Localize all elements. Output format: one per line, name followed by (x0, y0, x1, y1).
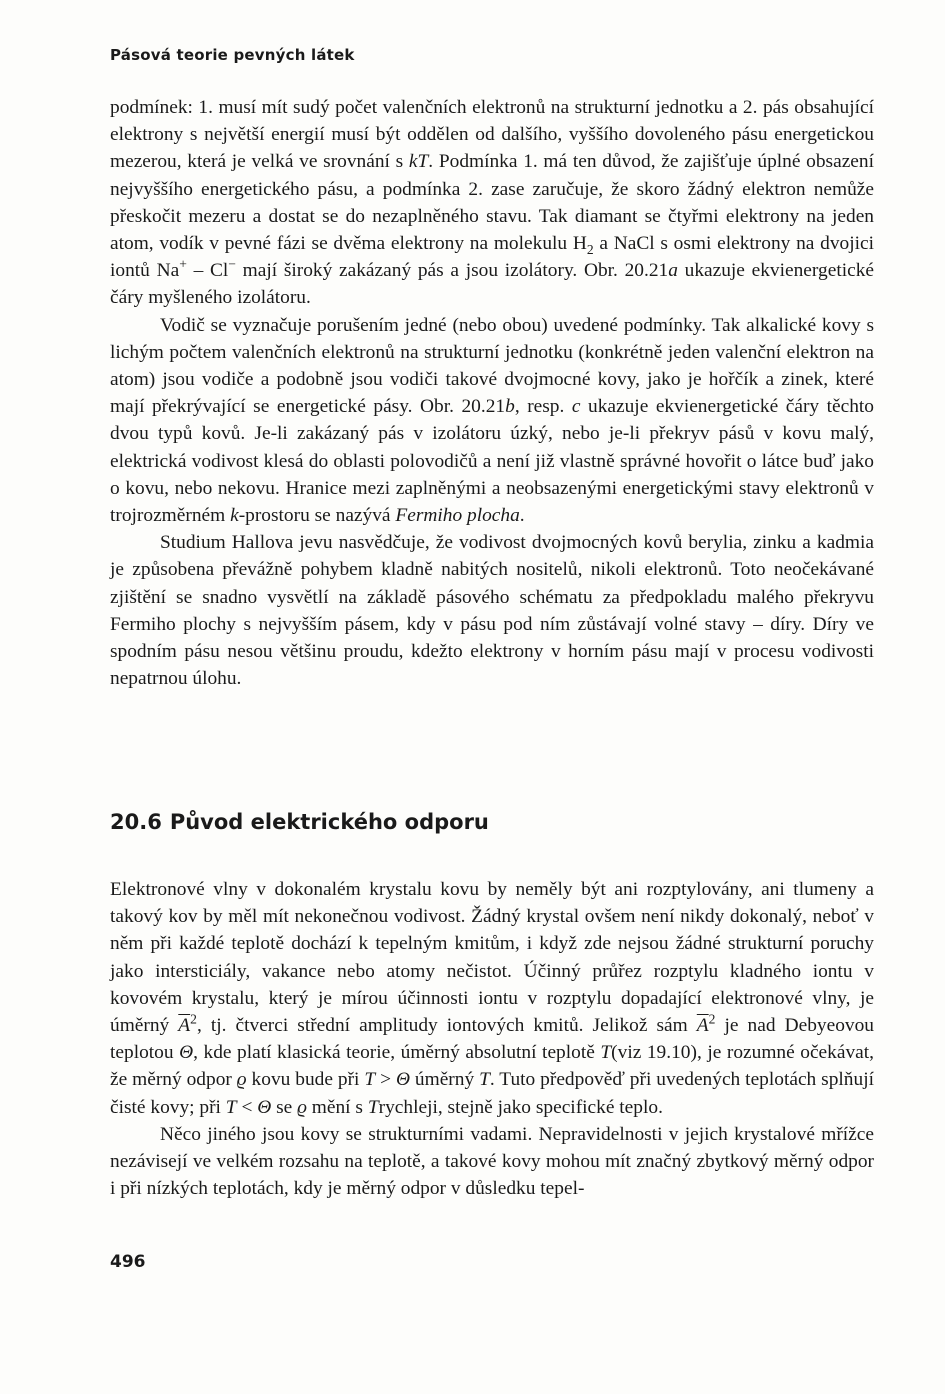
text-span: a NaCl s osmi elektrony na dvojici iontů Na (110, 233, 874, 282)
section-heading (110, 810, 489, 834)
text-span: , resp. (514, 396, 572, 418)
text-span: < (236, 1096, 258, 1118)
text-span: se (271, 1096, 298, 1118)
symbol-T: T (367, 1096, 379, 1118)
superscript: + (179, 256, 187, 272)
symbol-A-mean: $\overline{A}$ (696, 1015, 709, 1037)
text-span: . Podmínka 1. má ten důvod, že zajišťuje úplné obsazení nejvyššího energetického pásu, a podmínka 2. zase zaručuje, že skoro žádný elektron nemůže přeskočit mezeru a dostat se do nezaplněného stavu. Tak diamant se čtyřmi elektrony na jeden atom, vodík v pevné fázi se dvěma elektrony na molekulu H (110, 151, 874, 255)
text-span: Vodič se vyznačuje porušením jedné (nebo obou) uvedené podmínky. Tak alkalické kovy s lichým počtem valenčních elektronů na strukturní jednotku (konkrétně jeden valenční elektron na atom) jsou vodiče a podobně jsou vodiči takové dvojmocné kovy, jako je hořčík a zinek, které mají překrývající se energetické pásy. Obr. 20.21 (110, 314, 874, 418)
text-span: rychleji, stejně jako specifické teplo. (378, 1096, 663, 1118)
text-block-upper (110, 94, 874, 692)
text-span: (viz 19.10), je rozumné očekávat, že měrný odpor (110, 1042, 874, 1091)
text-span: – Cl (186, 260, 229, 282)
text-span: Elektronové vlny v dokonalém krystalu kovu by neměly být ani rozptylovány, ani tlumeny a takový kov by měl mít nekonečnou vodivost. Žádný krystal ovšem není nikdy dokonalý, neboť v něm při každé teplotě dochází k tepelným kmitům, i když zde nejsou žádné strukturní poruchy jako intersticiály, vakance nebo atomy nečistot. Účinný průřez rozptylu kladného iontu v kovovém krystalu, který je mírou účinnosti iontu v rozptylu dopadající elektronové vlny, je úměrný (110, 879, 874, 1037)
paragraph-2 (110, 312, 874, 530)
symbol-T: T (364, 1069, 376, 1091)
text-block-lower (110, 876, 874, 1202)
symbol-T: T (600, 1042, 612, 1064)
superscript: − (228, 256, 236, 272)
figure-ref-letter: b (505, 396, 515, 418)
text-span: > (375, 1069, 396, 1091)
text-span: úměrný (409, 1069, 480, 1091)
figure-ref-letter: a (668, 260, 678, 282)
paragraph-5: Něco jiného jsou kovy se strukturními vadami. Nepravidelnosti v jejich krystalové mřížce nezávisejí ve velkém rozsahu na teplotě, a takové kovy mohou mít značný zbytkový měrný odpor i při nízkých teplotách, kdy je měrný odpor v důsledku tepel- (110, 1123, 874, 1200)
text-span: . Tuto předpověď při uvedených teplotách splňují čisté kovy; při (110, 1069, 874, 1118)
symbol-A-mean: $\overline{A}$ (178, 1015, 191, 1037)
text-span: ukazuje ekvienergetické čáry těchto dvou typů kovů. Je-li zakázaný pás v izolátoru úzký, nebo je-li překryv pásů v kovu malý, elektrická vodivost klesá do oblasti polovodičů a není již vlastně správné hovořit o látce buď jako o kovu, nebo nekovu. Hranice mezi zaplněnými a neobsazenými energetickými stavy elektronů v trojrozměrném (110, 396, 874, 527)
symbol-theta: Θ (179, 1042, 194, 1064)
superscript: 2 (190, 1011, 197, 1027)
section-number: 20.6 (110, 810, 162, 834)
symbol-kT: kT (408, 151, 429, 173)
page-number: 496 (110, 1252, 146, 1272)
symbol-rho: ϱ (236, 1069, 247, 1091)
symbol-k: k (230, 505, 239, 527)
paragraph-4 (110, 876, 874, 1121)
superscript: 2 (708, 1011, 716, 1027)
symbol-rho: ϱ (297, 1096, 307, 1118)
text-span: . (519, 505, 525, 527)
symbol-T: T (225, 1096, 237, 1118)
section-title: Původ elektrického odporu (169, 810, 489, 834)
text-span: podmínek: 1. musí mít sudý počet valenčních elektronů na strukturní jednotku a 2. pás obsahující elektrony s největší energií musí být oddělen od dalšího, vyššího dovoleného pásu energetickou mezerou, která je velká ve srovnání s (110, 97, 874, 173)
figure-ref-letter: c (571, 396, 581, 418)
text-span: mění s (306, 1096, 368, 1118)
term-fermi-surface: Fermiho plocha (395, 505, 520, 527)
symbol-T: T (479, 1069, 490, 1091)
text-span: mají široký zakázaný pás a jsou izolátory. Obr. 20.21 (235, 260, 669, 282)
text-span: kovu bude při (246, 1069, 365, 1091)
paragraph-1 (110, 94, 874, 312)
subscript: 2 (586, 241, 594, 257)
text-span: , tj. čtverci střední amplitudy iontových kmitů. Jelikož sám (196, 1015, 697, 1037)
text-span: , kde platí klasická teorie, úměrný absolutní teplotě (193, 1042, 601, 1064)
symbol-theta: Θ (395, 1069, 410, 1091)
running-head: Pásová teorie pevných látek (110, 46, 355, 64)
text-span: ukazuje ekvienergetické čáry myšleného izolátoru. (110, 260, 875, 309)
symbol-theta: Θ (257, 1096, 272, 1118)
paragraph-3: Studium Hallova jevu nasvědčuje, že vodivost dvojmocných kovů berylia, zinku a kadmia je způsobena převážně pohybem kladně nabitých nositelů, nikoli elektronů. Toto neočekávané zjištění se snadno vysvětlí na základě pásového schématu za předpokladu malého překryvu Fermiho plochy s nejvyšším pásem, kdy v pásu pod ním zůstávají volné stavy – díry. Díry ve spodním pásu nesou většinu proudu, kdežto elektrony v horním pásu mají v procesu vodivosti nepatrnou úlohu. (110, 532, 874, 690)
text-span: je nad Debyeovou teplotou (110, 1015, 874, 1064)
text-span: -prostoru se nazývá (238, 505, 396, 527)
